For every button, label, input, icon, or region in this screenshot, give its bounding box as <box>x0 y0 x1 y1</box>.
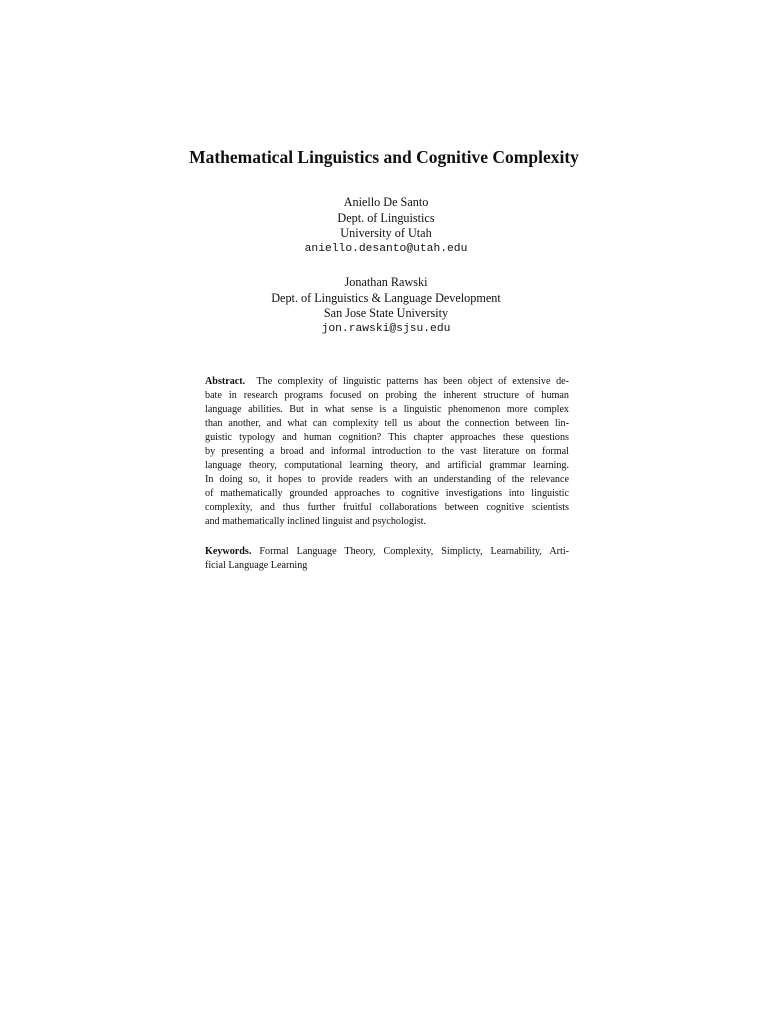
abstract-line: than another, and what can complexity tell us about the connection between lin- <box>205 418 569 430</box>
abstract-line: language abilities. But in what sense is a linguistic phenomenon more complex <box>205 404 569 416</box>
author-email: jon.rawski@sjsu.edu <box>321 322 451 335</box>
author-email: aniello.desanto@utah.edu <box>304 242 468 255</box>
abstract-line: and mathematically inclined linguist and psychologist. <box>205 516 427 528</box>
abstract-line: of mathematically grounded approaches to cognitive investigations into linguistic <box>205 488 569 500</box>
abstract <box>205 375 569 530</box>
abstract-line: by presenting a broad and informal introduction to the vast literature on formal <box>205 446 569 458</box>
author-block-1 <box>0 195 768 257</box>
abstract-line: bate in research programs focused on probing the inherent structure of human <box>205 390 569 402</box>
keywords <box>205 545 569 573</box>
author-block-2 <box>0 275 768 337</box>
author-department: Dept. of Linguistics <box>337 210 435 225</box>
keywords-line: ficial Language Learning <box>205 560 308 572</box>
author-department: Dept. of Linguistics & Language Development <box>271 290 501 305</box>
abstract-label: Abstract. <box>205 376 246 387</box>
abstract-line: guistic typology and human cognition? This chapter approaches these questions <box>205 432 569 444</box>
author-institution: University of Utah <box>340 226 432 241</box>
abstract-line: language theory, computational learning theory, and artificial grammar learning. <box>205 460 569 472</box>
paper-title: Mathematical Linguistics and Cognitive Complexity <box>189 147 579 167</box>
author-institution: San Jose State University <box>323 306 449 321</box>
abstract-text: The complexity of linguistic patterns has been object of extensive de- <box>256 376 569 387</box>
keywords-label: Keywords. <box>205 546 252 557</box>
keywords-line <box>205 545 569 559</box>
author-name: Aniello De Santo <box>343 195 429 209</box>
abstract-line <box>205 375 569 389</box>
abstract-line: In doing so, it hopes to provide readers with an understanding of the relevance <box>205 474 569 486</box>
author-name: Jonathan Rawski <box>344 275 428 289</box>
abstract-line: complexity, and thus further fruitful collaborations between cognitive scientists <box>205 502 569 514</box>
keywords-text: Formal Language Theory, Complexity, Simplicty, Learnability, Arti- <box>259 546 570 557</box>
